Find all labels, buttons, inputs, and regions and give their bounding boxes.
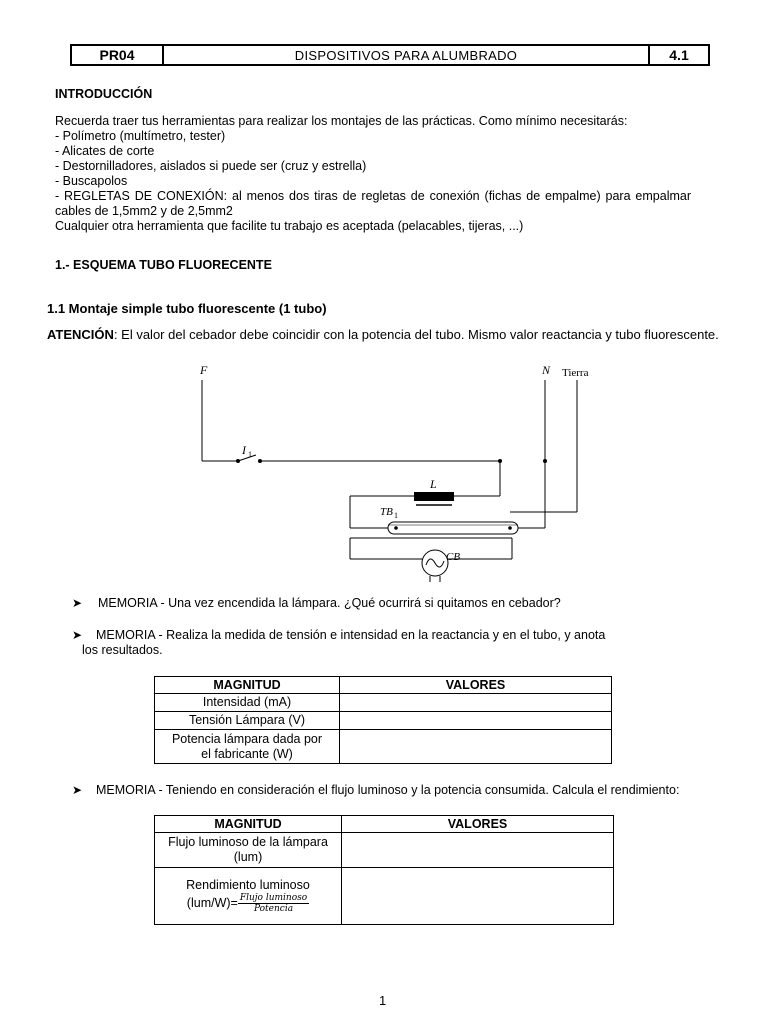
- switch-contact: [258, 459, 262, 463]
- memoria-q2-line2: los resultados.: [82, 643, 163, 657]
- table-cell-value[interactable]: [340, 712, 612, 730]
- attention-note: [47, 327, 719, 342]
- label-tb-sub: 1: [394, 511, 398, 520]
- starter-bimetal: [426, 559, 444, 567]
- intro-lead: Recuerda traer tus herramientas para realizar los montajes de las prácticas. Como mínimo necesitarás:: [55, 114, 628, 128]
- efficiency-table: [154, 815, 614, 925]
- table-row: [155, 694, 612, 712]
- practice-code: PR04: [72, 46, 164, 64]
- table-cell-magnitud: [155, 730, 340, 764]
- table-header: MAGNITUD: [155, 816, 342, 833]
- header-box: [70, 44, 710, 66]
- label-tb: TB: [380, 506, 393, 518]
- section-1-heading: 1.- ESQUEMA TUBO FLUORECENTE: [55, 258, 272, 272]
- memoria-q1-text: MEMORIA - Una vez encendida la lámpara. ¿Qué ocurrirá si quitamos en cebador?: [98, 596, 561, 610]
- label-n: N: [542, 363, 551, 377]
- label-f: F: [200, 363, 208, 377]
- tube-pin-dot: [508, 526, 512, 530]
- fraction-denominator: Potencia: [253, 904, 294, 914]
- fluorescent-circuit-diagram: [190, 356, 610, 586]
- intro-paragraph: [55, 114, 715, 234]
- memoria-question-2: [72, 628, 605, 658]
- table-cell-magnitud: Intensidad (mA): [155, 694, 340, 712]
- fluorescent-tube: [388, 522, 518, 534]
- table-row: [155, 730, 612, 764]
- practice-title: DISPOSITIVOS PARA ALUMBRADO: [164, 46, 650, 64]
- cell-line: el fabricante (W): [201, 746, 293, 761]
- memoria-q3-text: MEMORIA - Teniendo en consideración el flujo luminoso y la potencia consumida. Calcula el rendimiento:: [96, 783, 680, 797]
- table-header: MAGNITUD: [155, 677, 340, 694]
- cell-line: Flujo luminoso de la lámpara: [168, 835, 328, 849]
- table-cell-magnitud: [155, 833, 342, 868]
- practice-number: 4.1: [669, 47, 689, 63]
- label-tierra: Tierra: [562, 367, 589, 379]
- intro-item: - Alicates de corte: [55, 144, 155, 158]
- switch-i1: [238, 455, 256, 461]
- intro-item: - Destornilladores, aislados si puede ser (cruz y estrella): [55, 159, 367, 173]
- junction-dot: [498, 459, 502, 463]
- table-cell-value[interactable]: [340, 730, 612, 764]
- table-cell-magnitud: [155, 868, 342, 925]
- measurements-table: [154, 676, 612, 764]
- efficiency-formula: [158, 893, 338, 914]
- memoria-question-1: [72, 596, 561, 610]
- table-cell-value[interactable]: [340, 694, 612, 712]
- table-header: VALORES: [340, 677, 612, 694]
- page-number: 1: [379, 993, 387, 1008]
- table-header: VALORES: [342, 816, 614, 833]
- arrow-bullet-icon: ➤: [72, 596, 83, 610]
- arrow-bullet-icon: ➤: [72, 783, 83, 797]
- attention-label: ATENCIÓN: [47, 327, 114, 342]
- intro-item: - Polímetro (multímetro, tester): [55, 129, 226, 143]
- table-row: [155, 712, 612, 730]
- intro-item: - Buscapolos: [55, 174, 128, 188]
- formula-fraction: [238, 893, 309, 914]
- label-l: L: [430, 477, 437, 491]
- cell-line: Potencia lámpara dada por: [171, 731, 323, 746]
- table-cell-value[interactable]: [342, 833, 614, 868]
- junction-dot: [543, 459, 547, 463]
- formula-prefix: (lum/W)=: [186, 895, 238, 910]
- table-row: [155, 868, 614, 925]
- cell-line: Rendimiento luminoso: [186, 878, 310, 892]
- arrow-bullet-icon: ➤: [72, 628, 83, 642]
- attention-text: : El valor del cebador debe coincidir con la potencia del tubo. Mismo valor reactancia y tubo fluorescente.: [113, 327, 719, 342]
- label-cb: CB: [446, 551, 461, 563]
- intro-closing: Cualquier otra herramienta que facilite tu trabajo es aceptada (pelacables, tijeras, ...): [55, 219, 524, 233]
- fraction-numerator: Flujo luminoso: [239, 893, 308, 903]
- tube-pin-dot: [394, 526, 398, 530]
- table-cell-magnitud: Tensión Lámpara (V): [155, 712, 340, 730]
- switch-contact: [236, 459, 240, 463]
- table-row: [155, 833, 614, 868]
- memoria-question-3: [72, 783, 679, 797]
- table-cell-value[interactable]: [342, 868, 614, 925]
- ballast-l: [414, 492, 454, 501]
- label-i: I: [242, 443, 246, 457]
- intro-heading: INTRODUCCIÓN: [55, 87, 153, 101]
- intro-item: - REGLETAS DE CONEXIÓN: al menos dos tiras de regletas de conexión (fichas de empalme) para empalmar cables de 1,5mm2 y de 2,5mm2: [55, 189, 691, 218]
- memoria-q2-line1: MEMORIA - Realiza la medida de tensión e intensidad en la reactancia y en el tubo, y anota: [96, 628, 606, 642]
- label-i-sub: 1: [248, 450, 252, 459]
- cell-line: (lum): [233, 850, 263, 864]
- section-1-1-heading: 1.1 Montaje simple tubo fluorescente (1 tubo): [47, 301, 327, 316]
